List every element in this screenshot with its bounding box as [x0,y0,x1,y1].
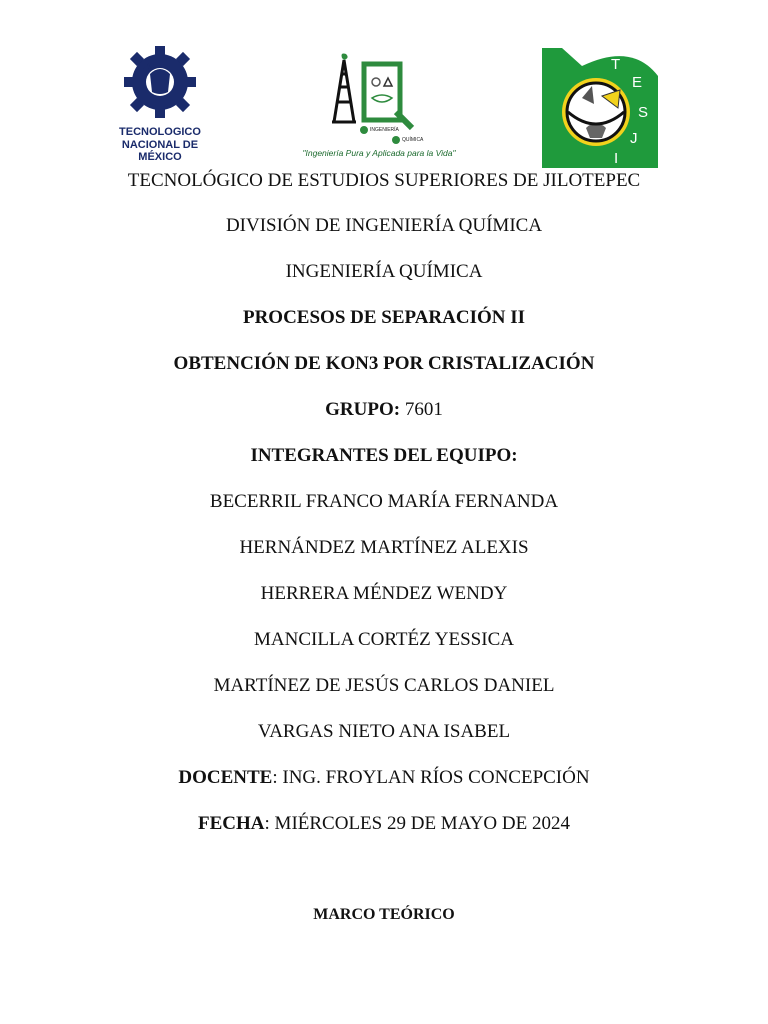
date-label: FECHA [198,813,265,834]
tecnm-logo [104,44,216,163]
date-line [0,813,768,835]
team-member: BECERRIL FRANCO MARÍA FERNANDA [209,491,559,512]
tesji-logo [542,46,662,168]
tesji-letter-t: T [611,56,621,73]
division-name: DIVISIÓN DE INGENIERÍA QUÍMICA [225,215,543,236]
team-member: HERNÁNDEZ MARTÍNEZ ALEXIS [239,537,529,558]
teacher-line [0,767,768,789]
tecnm-logo-line1: TECNOLOGICO [119,126,201,138]
tesji-letter-s: S [638,104,649,121]
teacher-label: DOCENTE [178,767,273,788]
institution-name: TECNOLÓGICO DE ESTUDIOS SUPERIORES DE JILOTEPEC [127,170,641,191]
iq-logo-slogan: "Ingeniería Pura y Aplicada para la Vida" [302,148,456,158]
group-line [0,399,768,421]
team-member: VARGAS NIETO ANA ISABEL [257,721,511,742]
team-heading: INTEGRANTES DEL EQUIPO: [250,445,518,466]
tesji-letter-e: E [632,74,643,91]
project-title: OBTENCIÓN DE KON3 POR CRISTALIZACIÓN [173,353,595,374]
tecnm-logo-line2: NACIONAL DE MÉXICO [121,139,199,163]
ingenieria-quimica-logo [284,52,474,164]
iq-logo-label-quimica: QUÍMICA [402,137,424,143]
team-member: MANCILLA CORTÉZ YESSICA [254,629,514,650]
tecnm-gear-icon [104,44,216,122]
team-member: MARTÍNEZ DE JESÚS CARLOS DANIEL [213,675,555,696]
tesji-letter-i: I [614,150,619,167]
team-member: HERRERA MÉNDEZ WENDY [260,583,508,604]
section-heading: MARCO TEÓRICO [313,906,455,923]
subject-name: PROCESOS DE SEPARACIÓN II [242,307,526,328]
tesji-letter-j: J [630,130,638,147]
group-value: 7601 [400,399,443,420]
iq-logo-label-ingenieria: INGENIERÍA [370,127,399,133]
career-name: INGENIERÍA QUÍMICA [285,261,483,282]
group-label: GRUPO: [325,399,401,420]
teacher-value: : ING. FROYLAN RÍOS CONCEPCIÓN [272,767,590,788]
date-value: : MIÉRCOLES 29 DE MAYO DE 2024 [264,813,570,834]
